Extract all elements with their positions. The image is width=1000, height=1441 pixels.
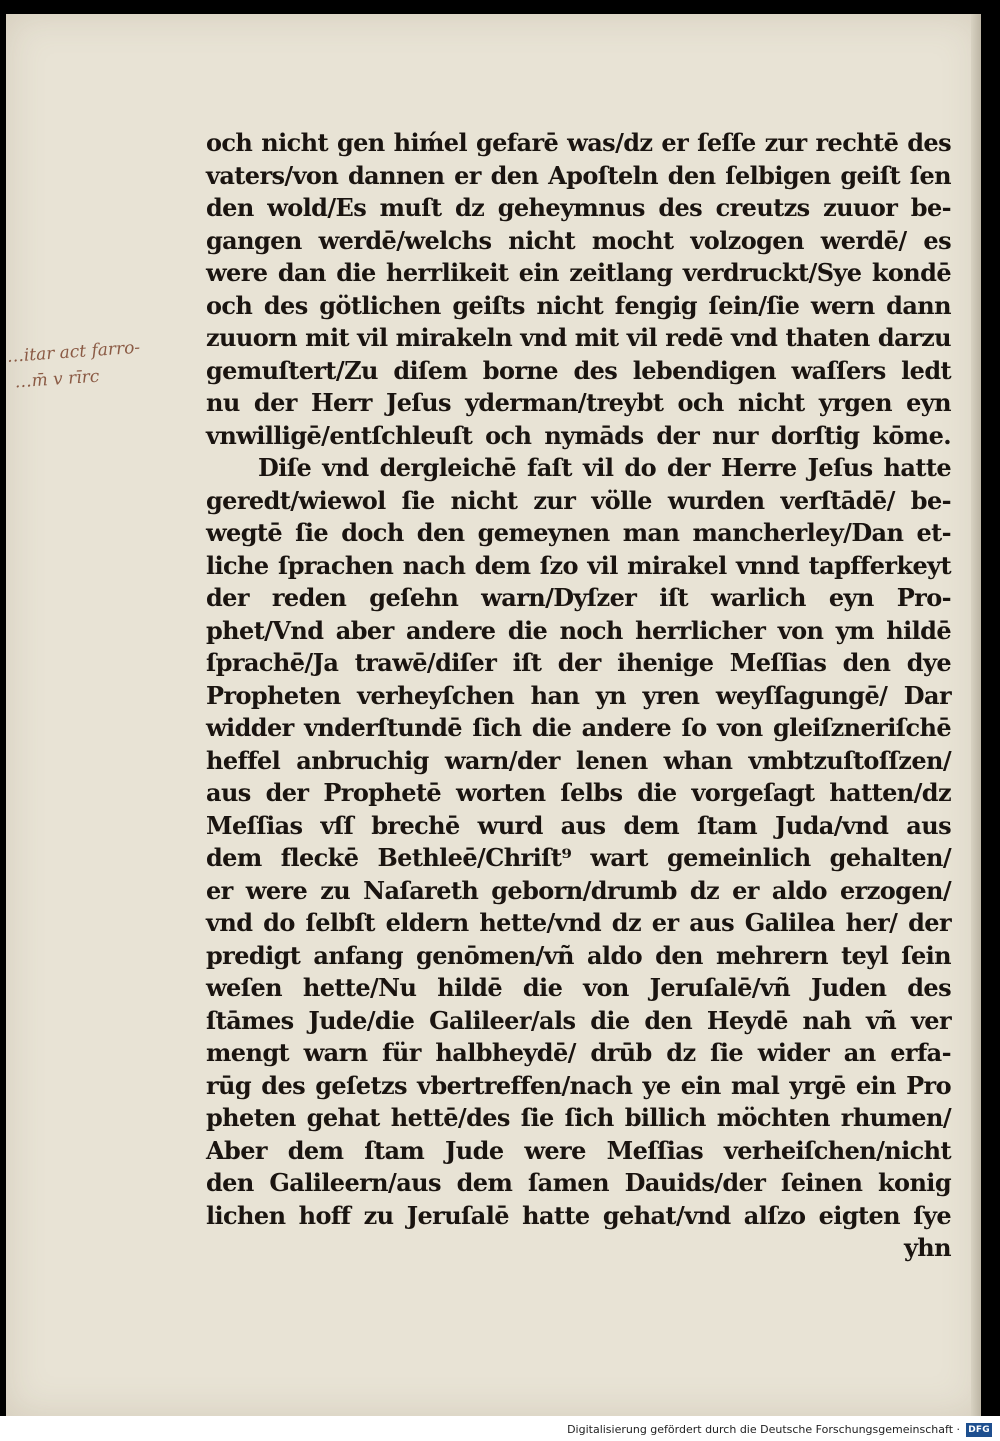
text-line: aus der Prophetē worten ſelbs die vorgeſagt hatten/dz	[206, 778, 951, 807]
text-line: phet/Vnd aber andere die noch herrlicher von ym hildē	[206, 615, 951, 645]
page-edge	[971, 14, 981, 1416]
margin-note-line: …itar act farro-	[6, 337, 141, 367]
text-line: were dan die herrlikeit ein zeitlang verdruckt/Sye kondē	[206, 258, 951, 287]
handwritten-margin-note	[6, 331, 199, 396]
funding-notice: Digitalisierung gefördert durch die Deutsche Forschungsgemeinschaft ·	[567, 1423, 960, 1436]
text-line: liche ſprachen nach dem ſzo vil mirakel vnnd tapfferkeyt	[206, 550, 951, 580]
text-line: nu der Herr Jeſus yderman/treybt och nicht yrgen eyn	[206, 388, 951, 417]
book-page	[6, 14, 981, 1416]
text-line: predigt anfang genōmen/vñ aldo den mehrern teyl ſein	[206, 940, 951, 970]
dfg-logo: DFG	[966, 1423, 992, 1437]
text-line: gangen werdē/welchs nicht mocht volzogen werdē/ es	[206, 225, 951, 255]
margin-note-line: …m̄ v rīrc	[14, 366, 100, 393]
text-line: dem fleckē Bethleē/Chriſt⁹ wart gemeinlich gehalten/	[206, 843, 951, 872]
text-line: ſprachē/Ja trawē/diſer iſt der ihenige Meſſias den dye	[206, 648, 951, 677]
text-line: pheten gehat hettē/des ſie ſich billich möchten rhumen/	[206, 1103, 951, 1132]
text-line: rūg des geſetzs vbertreffen/nach ye ein mal yrgē ein Pro	[206, 1070, 951, 1100]
text-line: Meſſias vſſ brechē wurd aus dem ſtam Juda/vnd aus	[206, 810, 951, 840]
text-line: och des götlichen geiſts nicht fengig ſein/ſie wern dann	[206, 290, 951, 320]
catchword: yhn	[903, 1233, 951, 1262]
text-line: der reden geſehn warn/Dyſzer iſt warlich eyn Pro-	[206, 583, 951, 612]
text-line: er were zu Naſareth geborn/drumb dz er aldo erzogen/	[206, 875, 951, 905]
printed-text-block	[206, 127, 951, 1265]
text-line: och nicht gen hiḿel gefarē was/dz er ſeſſe zur rechtē des	[206, 128, 951, 157]
text-line: den Galileern/aus dem ſamen Dauids/der ſeinen konig	[206, 1168, 951, 1197]
text-line: widder vnderſtundē ſich die andere ſo von gleiſzneriſchē	[206, 713, 951, 742]
text-line: vaters/von dannen er den Apoſteln den ſelbigen geiſt ſen	[206, 160, 951, 190]
text-line: weſen hette/Nu hildē die von Jeruſalē/vñ Juden des	[206, 973, 951, 1002]
footer-bar	[0, 1416, 1000, 1441]
text-line: den wold/Es muſt dz geheymnus des creutzs zuuor be-	[206, 193, 951, 222]
text-line: geredt/wiewol ſie nicht zur völle wurden verſtādē/ be-	[206, 485, 951, 515]
text-line: mengt warn für halbheydē/ drūb dz ſie wider an erfa-	[206, 1038, 951, 1067]
text-line: gemuſtert/Zu diſem borne des lebendigen waſſers ledt	[206, 355, 951, 385]
text-line: heffel anbruchig warn/der lenen whan vmbtzuſtoſſzen/	[206, 745, 951, 775]
text-line: wegtē ſie doch den gemeynen man mancherley/Dan et-	[206, 518, 951, 547]
text-line: vnd do ſelbſt eldern hette/vnd dz er aus Galilea her/ der	[206, 908, 951, 937]
text-line: zuuorn mit vil mirakeln vnd mit vil redē vnd thaten darzu	[206, 323, 951, 352]
paragraph-start-line: Diſe vnd dergleichē faſt vil do der Herre Jeſus hatte	[258, 453, 951, 482]
text-line: vnwilligē/entſchleuſt och nymāds der nur dorſtig kōme.	[206, 420, 951, 450]
text-line: Aber dem ſtam Jude were Meſſias verheiſchen/nicht	[206, 1135, 951, 1165]
text-line: Propheten verheyſchen han yn yren weyſſagungē/ Dar	[206, 680, 951, 710]
text-line: lichen hoff zu Jeruſalē hatte gehat/vnd alſzo eigten ſye	[206, 1200, 951, 1230]
text-line: ſtāmes Jude/die Galileer/als die den Heydē nah vñ ver	[206, 1005, 951, 1035]
